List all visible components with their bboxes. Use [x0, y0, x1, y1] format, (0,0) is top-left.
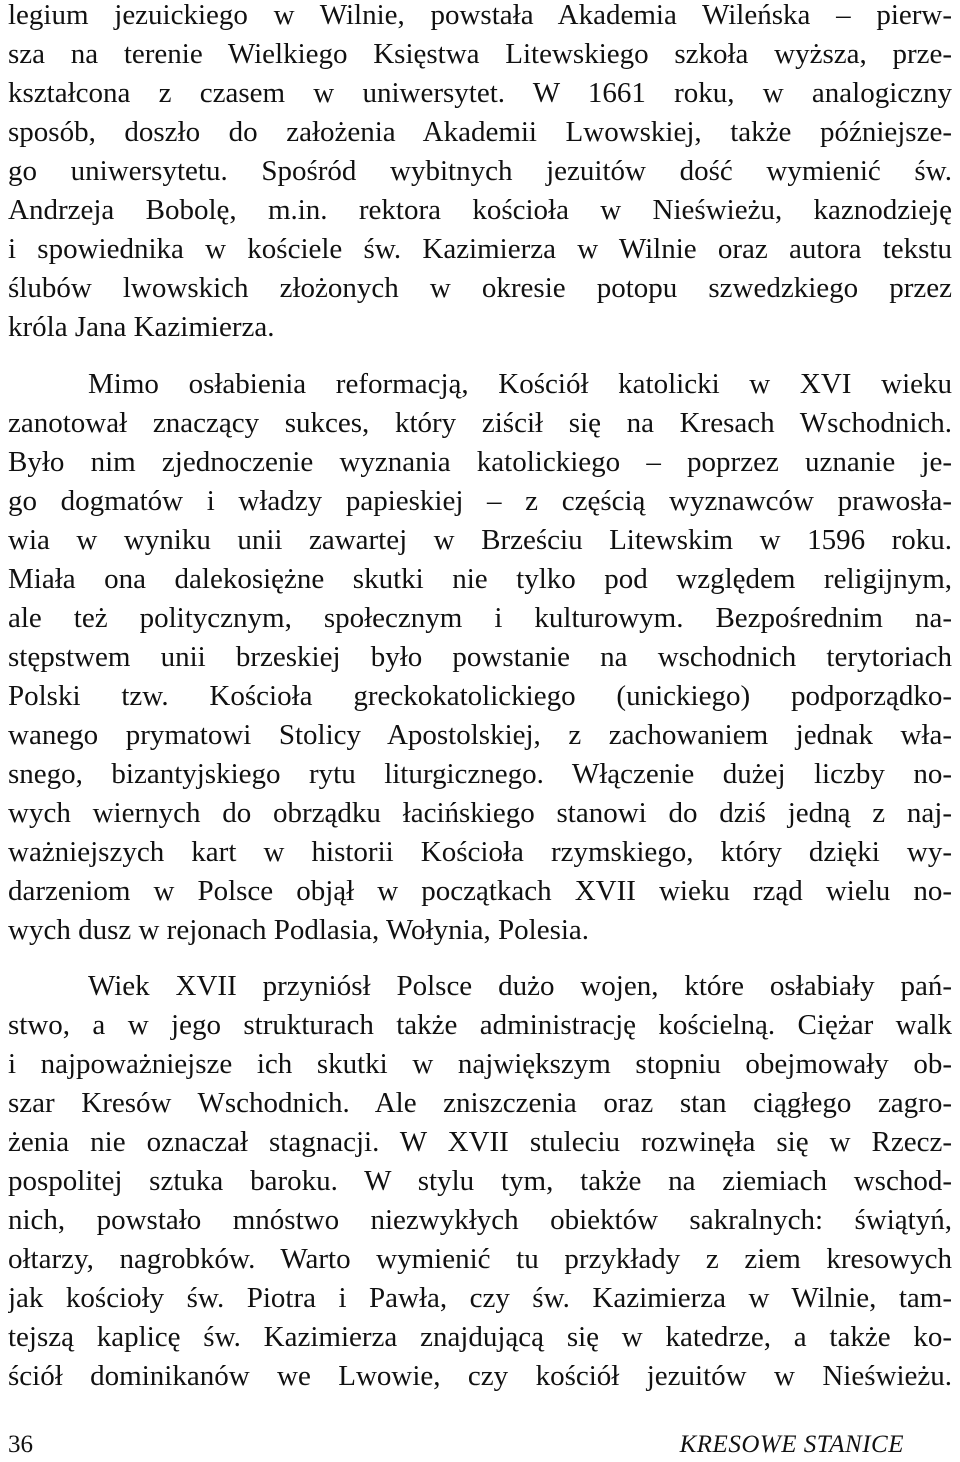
- text-line: nich, powstało mnóstwo niezwykłych obiektów sakralnych: świątyń,: [8, 1204, 952, 1236]
- text-line: Mimo osłabienia reformacją, Kościół katolicki w XVI wieku: [88, 368, 952, 400]
- page-number: 36: [8, 1431, 33, 1458]
- text-line: i najpoważniejsze ich skutki w największym stopniu obejmowały ob-: [8, 1048, 952, 1080]
- text-line: króla Jana Kazimierza.: [8, 311, 275, 343]
- text-line: zanotował znaczący sukces, który ziścił się na Kresach Wschodnich.: [8, 407, 952, 439]
- text-line: szar Kresów Wschodnich. Ale zniszczenia oraz stan ciągłego zagro-: [8, 1087, 952, 1119]
- text-line: Polski tzw. Kościoła greckokatolickiego (unickiego) podporządko-: [8, 680, 952, 712]
- text-line: wia w wyniku unii zawartej w Brześciu Litewskim w 1596 roku.: [8, 524, 952, 556]
- text-line: sza na terenie Wielkiego Księstwa Litewskiego szkoła wyższa, prze-: [8, 38, 952, 70]
- text-line: Andrzeja Bobolę, m.in. rektora kościoła w Nieświeżu, kaznodzieję: [8, 194, 952, 226]
- text-line: stwo, a w jego strukturach także administrację kościelną. Ciężar walk: [8, 1009, 952, 1041]
- text-line: legium jezuickiego w Wilnie, powstała Akademia Wileńska – pierw-: [8, 0, 952, 31]
- text-line: ołtarzy, nagrobków. Warto wymienić tu przykłady z ziem kresowych: [8, 1243, 952, 1275]
- text-line: go uniwersytetu. Spośród wybitnych jezuitów dość wymienić św.: [8, 155, 952, 187]
- text-line: ściół dominikanów we Lwowie, czy kościół jezuitów w Nieświeżu.: [8, 1360, 952, 1392]
- text-line: kształcona z czasem w uniwersytet. W 1661 roku, w analogiczny: [8, 77, 952, 109]
- text-line: wanego prymatowi Stolicy Apostolskiej, z zachowaniem jednak wła-: [8, 719, 952, 751]
- text-line: wych dusz w rejonach Podlasia, Wołynia, Polesia.: [8, 914, 590, 946]
- text-line: pospolitej sztuka baroku. W stylu tym, także na ziemiach wschod-: [8, 1165, 952, 1197]
- text-line: ślubów lwowskich złożonych w okresie potopu szwedzkiego przez: [8, 272, 952, 304]
- text-line: ważniejszych kart w historii Kościoła rzymskiego, który dzięki wy-: [8, 836, 952, 868]
- running-title: KRESOWE STANICE: [679, 1431, 904, 1458]
- text-line: stępstwem unii brzeskiej było powstanie na wschodnich terytoriach: [8, 641, 952, 673]
- text-line: i spowiednika w kościele św. Kazimierza w Wilnie oraz autora tekstu: [8, 233, 952, 265]
- text-line: Wiek XVII przyniósł Polsce dużo wojen, które osłabiały pań-: [88, 970, 952, 1002]
- text-line: darzeniom w Polsce objął w początkach XVII wieku rząd wielu no-: [8, 875, 952, 907]
- text-line: snego, bizantyjskiego rytu liturgicznego. Włączenie dużej liczby no-: [8, 758, 952, 790]
- text-line: jak kościoły św. Piotra i Pawła, czy św. Kazimierza w Wilnie, tam-: [8, 1282, 952, 1314]
- text-line: tejszą kaplicę św. Kazimierza znajdującą się w katedrze, a także ko-: [8, 1321, 952, 1353]
- text-line: Było nim zjednoczenie wyznania katolickiego – poprzez uznanie je-: [8, 446, 952, 478]
- text-line: ale też politycznym, społecznym i kulturowym. Bezpośrednim na-: [8, 602, 952, 634]
- text-line: sposób, doszło do założenia Akademii Lwowskiej, także późniejsze-: [8, 116, 952, 148]
- text-line: Miała ona dalekosiężne skutki nie tylko pod względem religijnym,: [8, 563, 952, 595]
- text-line: żenia nie oznaczał stagnacji. W XVII stuleciu rozwinęła się w Rzecz-: [8, 1126, 952, 1158]
- text-line: go dogmatów i władzy papieskiej – z częścią wyznawców prawosła-: [8, 485, 952, 517]
- text-line: wych wiernych do obrządku łacińskiego stanowi do dziś jedną z naj-: [8, 797, 952, 829]
